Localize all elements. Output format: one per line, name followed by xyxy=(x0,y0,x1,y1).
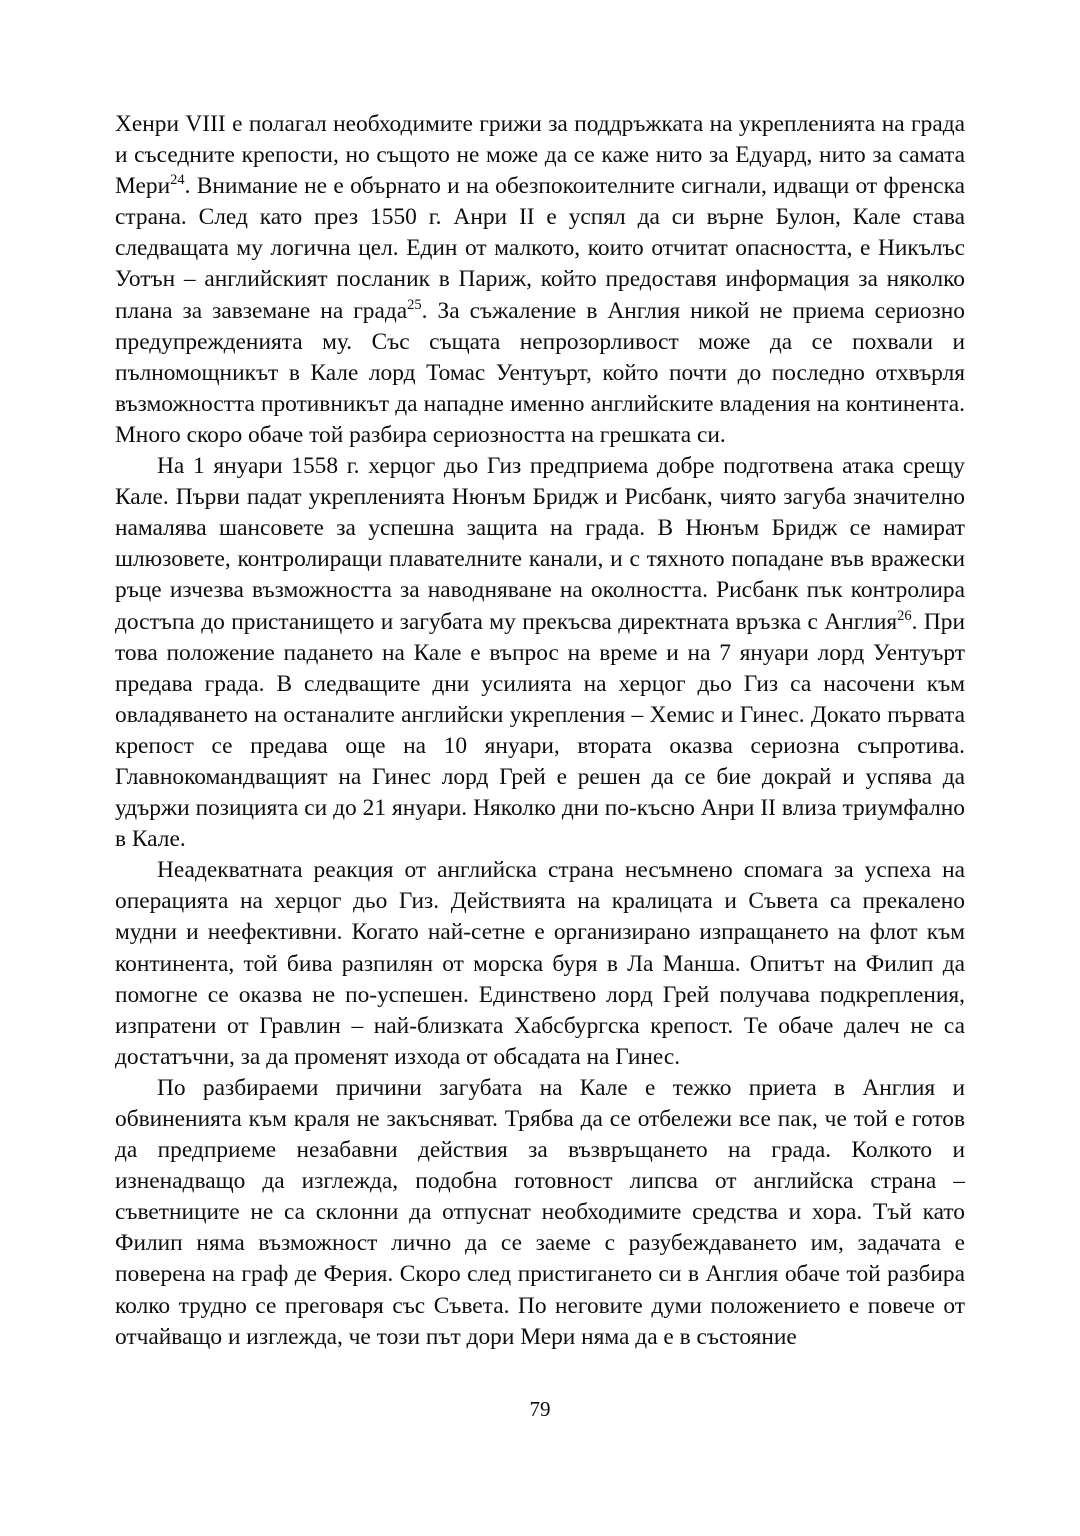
footnote-reference: 25 xyxy=(407,296,422,313)
footnote-reference: 24 xyxy=(170,172,185,189)
body-text xyxy=(115,109,965,1353)
text-segment: По разбираеми причини загубата на Кале е тежко приета в Англия и обвиненията към краля не закъсняват. Трябва да се отбележи все пак, че той е готов да предприеме незабавни действия за възвръщането на града. Колкото и изненадващо да изглежда, подобна готовност липсва от английска страна – съветниците не са склонни да отпуснат необходимите средства и хора. Тъй като Филип няма възможност лично да се заеме с разубеждаването им, задачата е поверена на граф де Ферия. Скоро след пристигането си в Англия обаче той разбира колко трудно се преговаря със Съвета. По неговите думи положението е повече от отчайващо и изглежда, че този път дори Мери няма да е в състояние xyxy=(115,1074,965,1350)
text-segment: На 1 януари 1558 г. херцог дьо Гиз предприема добре подготвена атака срещу Кале. Първи падат укрепленията Нюнъм Бридж и Рисбанк, чиято загуба значително намалява шансовете за успешна защита на града. В Нюнъм Бридж се намират шлюзовете, контролиращи плавателните канали, и с тяхното попадане във вражески ръце изчезва възможността за наводняване на околността. Рисбанк пък контролира достъпа до пристанището и загубата му прекъсва директната връзка с Англия xyxy=(115,453,965,635)
footnote-reference: 26 xyxy=(897,607,912,624)
paragraph xyxy=(115,855,965,1073)
text-segment: Хенри VIII е полагал необходимите грижи за поддръжката на укрепленията на града и съседните крепости, но същото не може да се каже нито за Едуард, нито за самата Мери xyxy=(115,111,965,200)
text-segment: Неадекватната реакция от английска страна несъмнено спомага за успеха на операцията на херцог дьо Гиз. Действията на кралицата и Съвета са прекалено мудни и неефективни. Когато най-сетне е организирано изпращането на флот към континента, той бива разпилян от морска буря в Ла Манша. Опитът на Филип да помогне се оказва не по-успешен. Единствено лорд Грей получава подкрепления, изпратени от Гравлин – най-близката Хабсбургска крепост. Те обаче далеч не са достатъчни, за да променят изхода от обсадата на Гинес. xyxy=(115,857,965,1070)
paragraph xyxy=(115,109,965,451)
text-segment: . При това положение падането на Кале е въпрос на време и на 7 януари лорд Уентуърт предава града. В следващите дни усилията на херцог дьо Гиз са насочени към овладяването на останалите английски укрепления – Хемис и Гинес. Докато първата крепост се предава още на 10 януари, втората оказва сериозна съпротива. Главнокомандващият на Гинес лорд Грей е решен да се бие докрай и успява да удържи позицията си до 21 януари. Няколко дни по-късно Анри II влиза триумфално в Кале. xyxy=(115,608,965,853)
paragraph xyxy=(115,1073,965,1353)
text-segment: . Внимание не е обърнато и на обезпокоителните сигнали, идващи от френска страна. След като през 1550 г. Анри II е успял да си върне Булон, Кале става следващата му логична цел. Един от малкото, които отчитат опасността, е Никълъс Уотън – английският посланик в Париж, който предоставя информация за няколко плана за завземане на града xyxy=(115,173,965,324)
text-segment: . За съжаление в Англия никой не приема сериозно предупрежденията му. Със същата непрозорливост може да се похвали и пълномощникът в Кале лорд Томас Уентуърт, който почти до последно отхвърля възможността противникът да нападне именно английските владения на континента. Много скоро обаче той разбира сериозността на грешката си. xyxy=(115,297,965,448)
page-number: 79 xyxy=(529,1397,551,1421)
paragraph xyxy=(115,451,965,855)
